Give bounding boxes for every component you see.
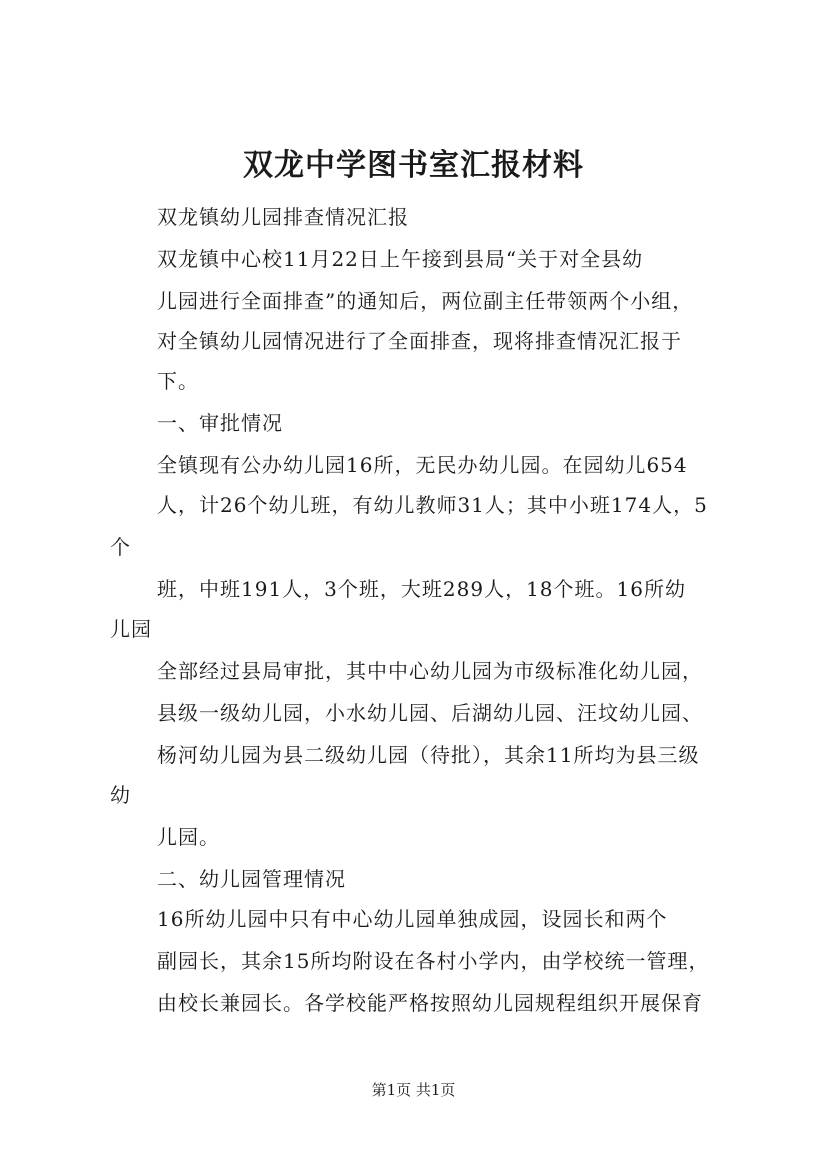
text-line: 由校长兼园长。各学校能严格按照幼儿园规程组织开展保育 bbox=[157, 991, 703, 1015]
section-heading: 一、审批情况 bbox=[157, 411, 283, 435]
text-line: 16所幼儿园中只有中心幼儿园单独成园，设园长和两个 bbox=[157, 907, 668, 931]
text-line: 杨河幼儿园为县二级幼儿园（待批），其余11所均为县三级 bbox=[157, 743, 700, 767]
text-line: 县级一级幼儿园，小水幼儿园、后湖幼儿园、汪坟幼儿园、 bbox=[157, 701, 703, 725]
text-line: 幼 bbox=[110, 783, 131, 807]
text-line: 儿园 bbox=[110, 617, 152, 641]
text-line: 儿园进行全面排查”的通知后，两位副主任带领两个小组， bbox=[157, 289, 694, 313]
text-line: 全部经过县局审批，其中中心幼儿园为市级标准化幼儿园， bbox=[157, 659, 703, 683]
text-line: 班，中班191人，3个班，大班289人，18个班。16所幼 bbox=[157, 577, 686, 601]
text-line: 双龙镇幼儿园排查情况汇报 bbox=[157, 205, 409, 229]
text-line: 个 bbox=[110, 535, 131, 559]
section-heading: 二、幼儿园管理情况 bbox=[157, 867, 346, 891]
text-line: 下。 bbox=[157, 369, 199, 393]
text-line: 对全镇幼儿园情况进行了全面排查，现将排查情况汇报于 bbox=[157, 329, 682, 353]
text-line: 双龙镇中心校11月22日上午接到县局“关于对全县幼 bbox=[157, 247, 644, 271]
document-title: 双龙中学图书室汇报材料 bbox=[243, 148, 584, 183]
text-line: 全镇现有公办幼儿园16所，无民办幼儿园。在园幼儿654 bbox=[157, 453, 688, 477]
text-line: 儿园。 bbox=[157, 825, 220, 849]
page-number: 第1页 共1页 bbox=[371, 1081, 456, 1099]
text-line: 副园长，其余15所均附设在各村小学内，由学校统一管理， bbox=[157, 949, 710, 973]
text-line: 人，计26个幼儿班，有幼儿教师31人；其中小班174人，5 bbox=[157, 493, 708, 517]
